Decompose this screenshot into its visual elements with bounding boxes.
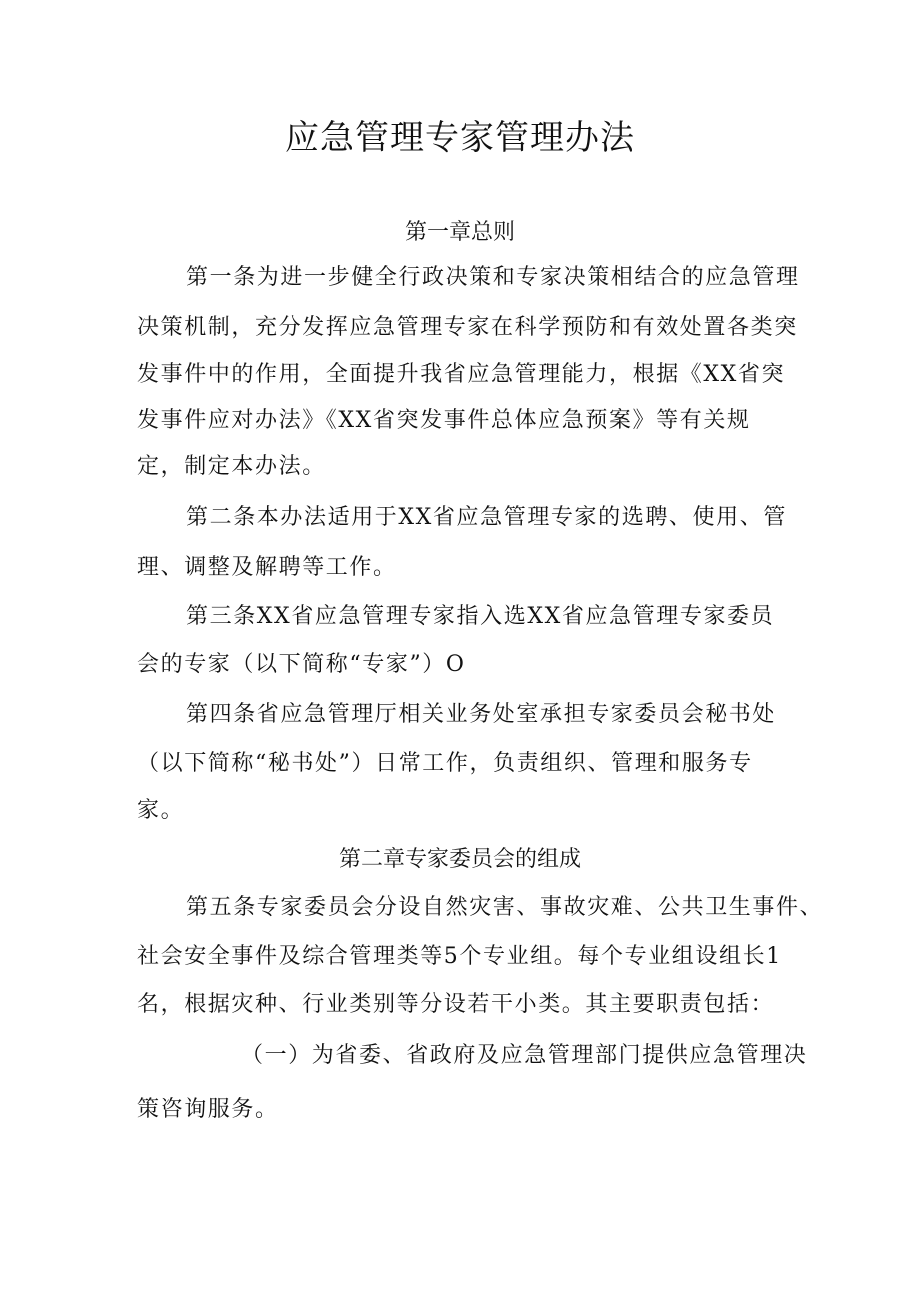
- chapter-2-heading: 第二章专家委员会的组成: [338, 847, 581, 872]
- text-line: 家。: [137, 798, 185, 823]
- text-line: 第一条为进一步健全行政决策和专家决策相结合的应急管理: [186, 265, 800, 290]
- text-line: 决策机制，充分发挥应急管理专家在科学预防和有效处置各类突: [137, 315, 798, 340]
- text-line: 理、调整及解聘等工作。: [137, 555, 397, 580]
- text-line: （一）为省委、省政府及应急管理部门提供应急管理决: [241, 1043, 808, 1068]
- text-line: （以下简称“秘书处”）日常工作，负责组织、管理和服务专: [137, 751, 753, 776]
- text-line: 社会安全事件及综合管理类等5个专业组。每个专业组设组长1: [137, 944, 782, 969]
- document-title: 应急管理专家管理办法: [285, 118, 635, 158]
- text-line: 第三条XX省应急管理专家指入选XX省应急管理专家委员: [186, 604, 775, 629]
- text-line: 定，制定本办法。: [137, 454, 326, 479]
- text-line: 发事件中的作用，全面提升我省应急管理能力，根据《XX省突: [137, 362, 786, 387]
- text-line: 第二条本办法适用于XX省应急管理专家的选聘、使用、管: [186, 505, 787, 530]
- chapter-1-heading: 第一章总则: [404, 220, 515, 245]
- text-line: 第五条专家委员会分设自然灾害、事故灾难、公共卫生事件、: [186, 895, 824, 920]
- text-line: 第四条省应急管理厅相关业务处室承担专家委员会秘书处: [186, 702, 777, 727]
- text-line: 名，根据灾种、行业类别等分设若干小类。其主要职责包括：: [137, 992, 775, 1017]
- text-line: 发事件应对办法》《XX省突发事件总体应急预案》等有关规: [137, 408, 751, 433]
- text-line: 策咨询服务。: [137, 1097, 279, 1122]
- text-line: 会的专家（以下简称“专家”）O: [137, 652, 466, 677]
